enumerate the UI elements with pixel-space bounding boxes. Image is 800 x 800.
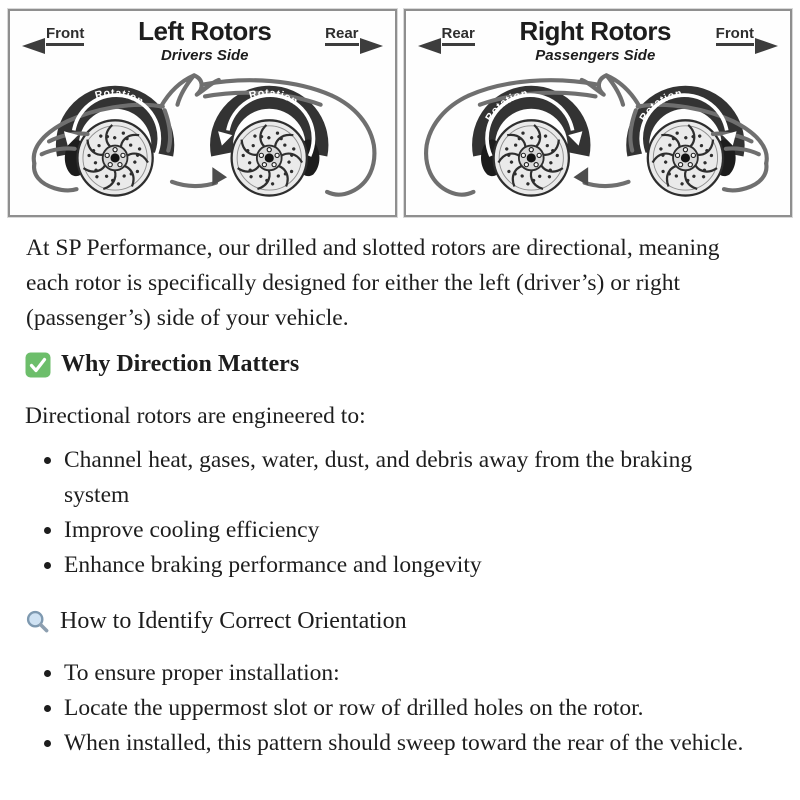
car-illustration-right: [406, 57, 791, 213]
check-mark-icon: [25, 352, 51, 378]
list-item: • When installed, this pattern should sweep toward the rear of the vehicle.: [64, 726, 756, 761]
rotor-direction-diagram: [0, 0, 800, 217]
panel-title: Right Rotors: [519, 16, 671, 46]
right-arrow-icon: [360, 38, 383, 54]
installation-steps-list: [0, 656, 800, 761]
panel-subtitle: Drivers Side: [160, 47, 249, 64]
list-item: • Improve cooling efficiency: [64, 513, 714, 548]
rear-direction-label: [325, 25, 382, 46]
left-arrow-icon: [22, 38, 45, 54]
list-item: • Locate the uppermost slot or row of drilled holes on the rotor.: [64, 691, 756, 726]
panel-title-block: [475, 18, 716, 64]
panel-subtitle: Passengers Side: [535, 47, 656, 64]
left-arrow-icon: [418, 38, 441, 54]
car-illustration-left: [10, 57, 395, 213]
right-panel-header: [418, 18, 779, 64]
front-direction-label: [22, 25, 84, 46]
direction-word: Rear: [325, 25, 358, 46]
benefits-list: [0, 443, 800, 583]
front-direction-label: [716, 25, 778, 46]
rotation-label: Rotation: [93, 87, 146, 108]
car-sketch: [34, 75, 375, 195]
rotation-label: Rotation: [636, 87, 683, 124]
list-item: • To ensure proper installation:: [64, 656, 756, 691]
magnifier-icon: [25, 609, 50, 634]
right-arrow-icon: [755, 38, 778, 54]
section-heading-why-direction-matters: [25, 351, 775, 378]
panel-title-block: [84, 18, 325, 64]
panel-title: Left Rotors: [138, 16, 272, 46]
right-rotors-panel: [404, 9, 793, 217]
rotation-label: Rotation: [247, 87, 301, 108]
direction-word: Front: [46, 25, 84, 46]
section-heading-text: How to Identify Correct Orientation: [60, 608, 407, 634]
section-lead: Directional rotors are engineered to:: [25, 403, 366, 429]
direction-word: Rear: [442, 25, 475, 46]
left-rotors-panel: [8, 9, 397, 217]
direction-word: Front: [716, 25, 754, 46]
list-item: • Enhance braking performance and longevity: [64, 548, 714, 583]
left-panel-header: [22, 18, 383, 64]
rotation-label: Rotation: [482, 87, 529, 124]
section-heading-identify-orientation: [25, 608, 775, 635]
intro-paragraph: At SP Performance, our drilled and slotted rotors are directional, meaning each rotor is specifically designed for either the left (driver’s) or right (passenger’s) side of your vehicle.: [26, 235, 720, 331]
car-sketch-mirrored: [426, 75, 767, 195]
rear-direction-label: [418, 25, 475, 46]
section-heading-text: Why Direction Matters: [61, 351, 300, 377]
list-item: • Channel heat, gases, water, dust, and debris away from the braking system: [64, 443, 714, 513]
